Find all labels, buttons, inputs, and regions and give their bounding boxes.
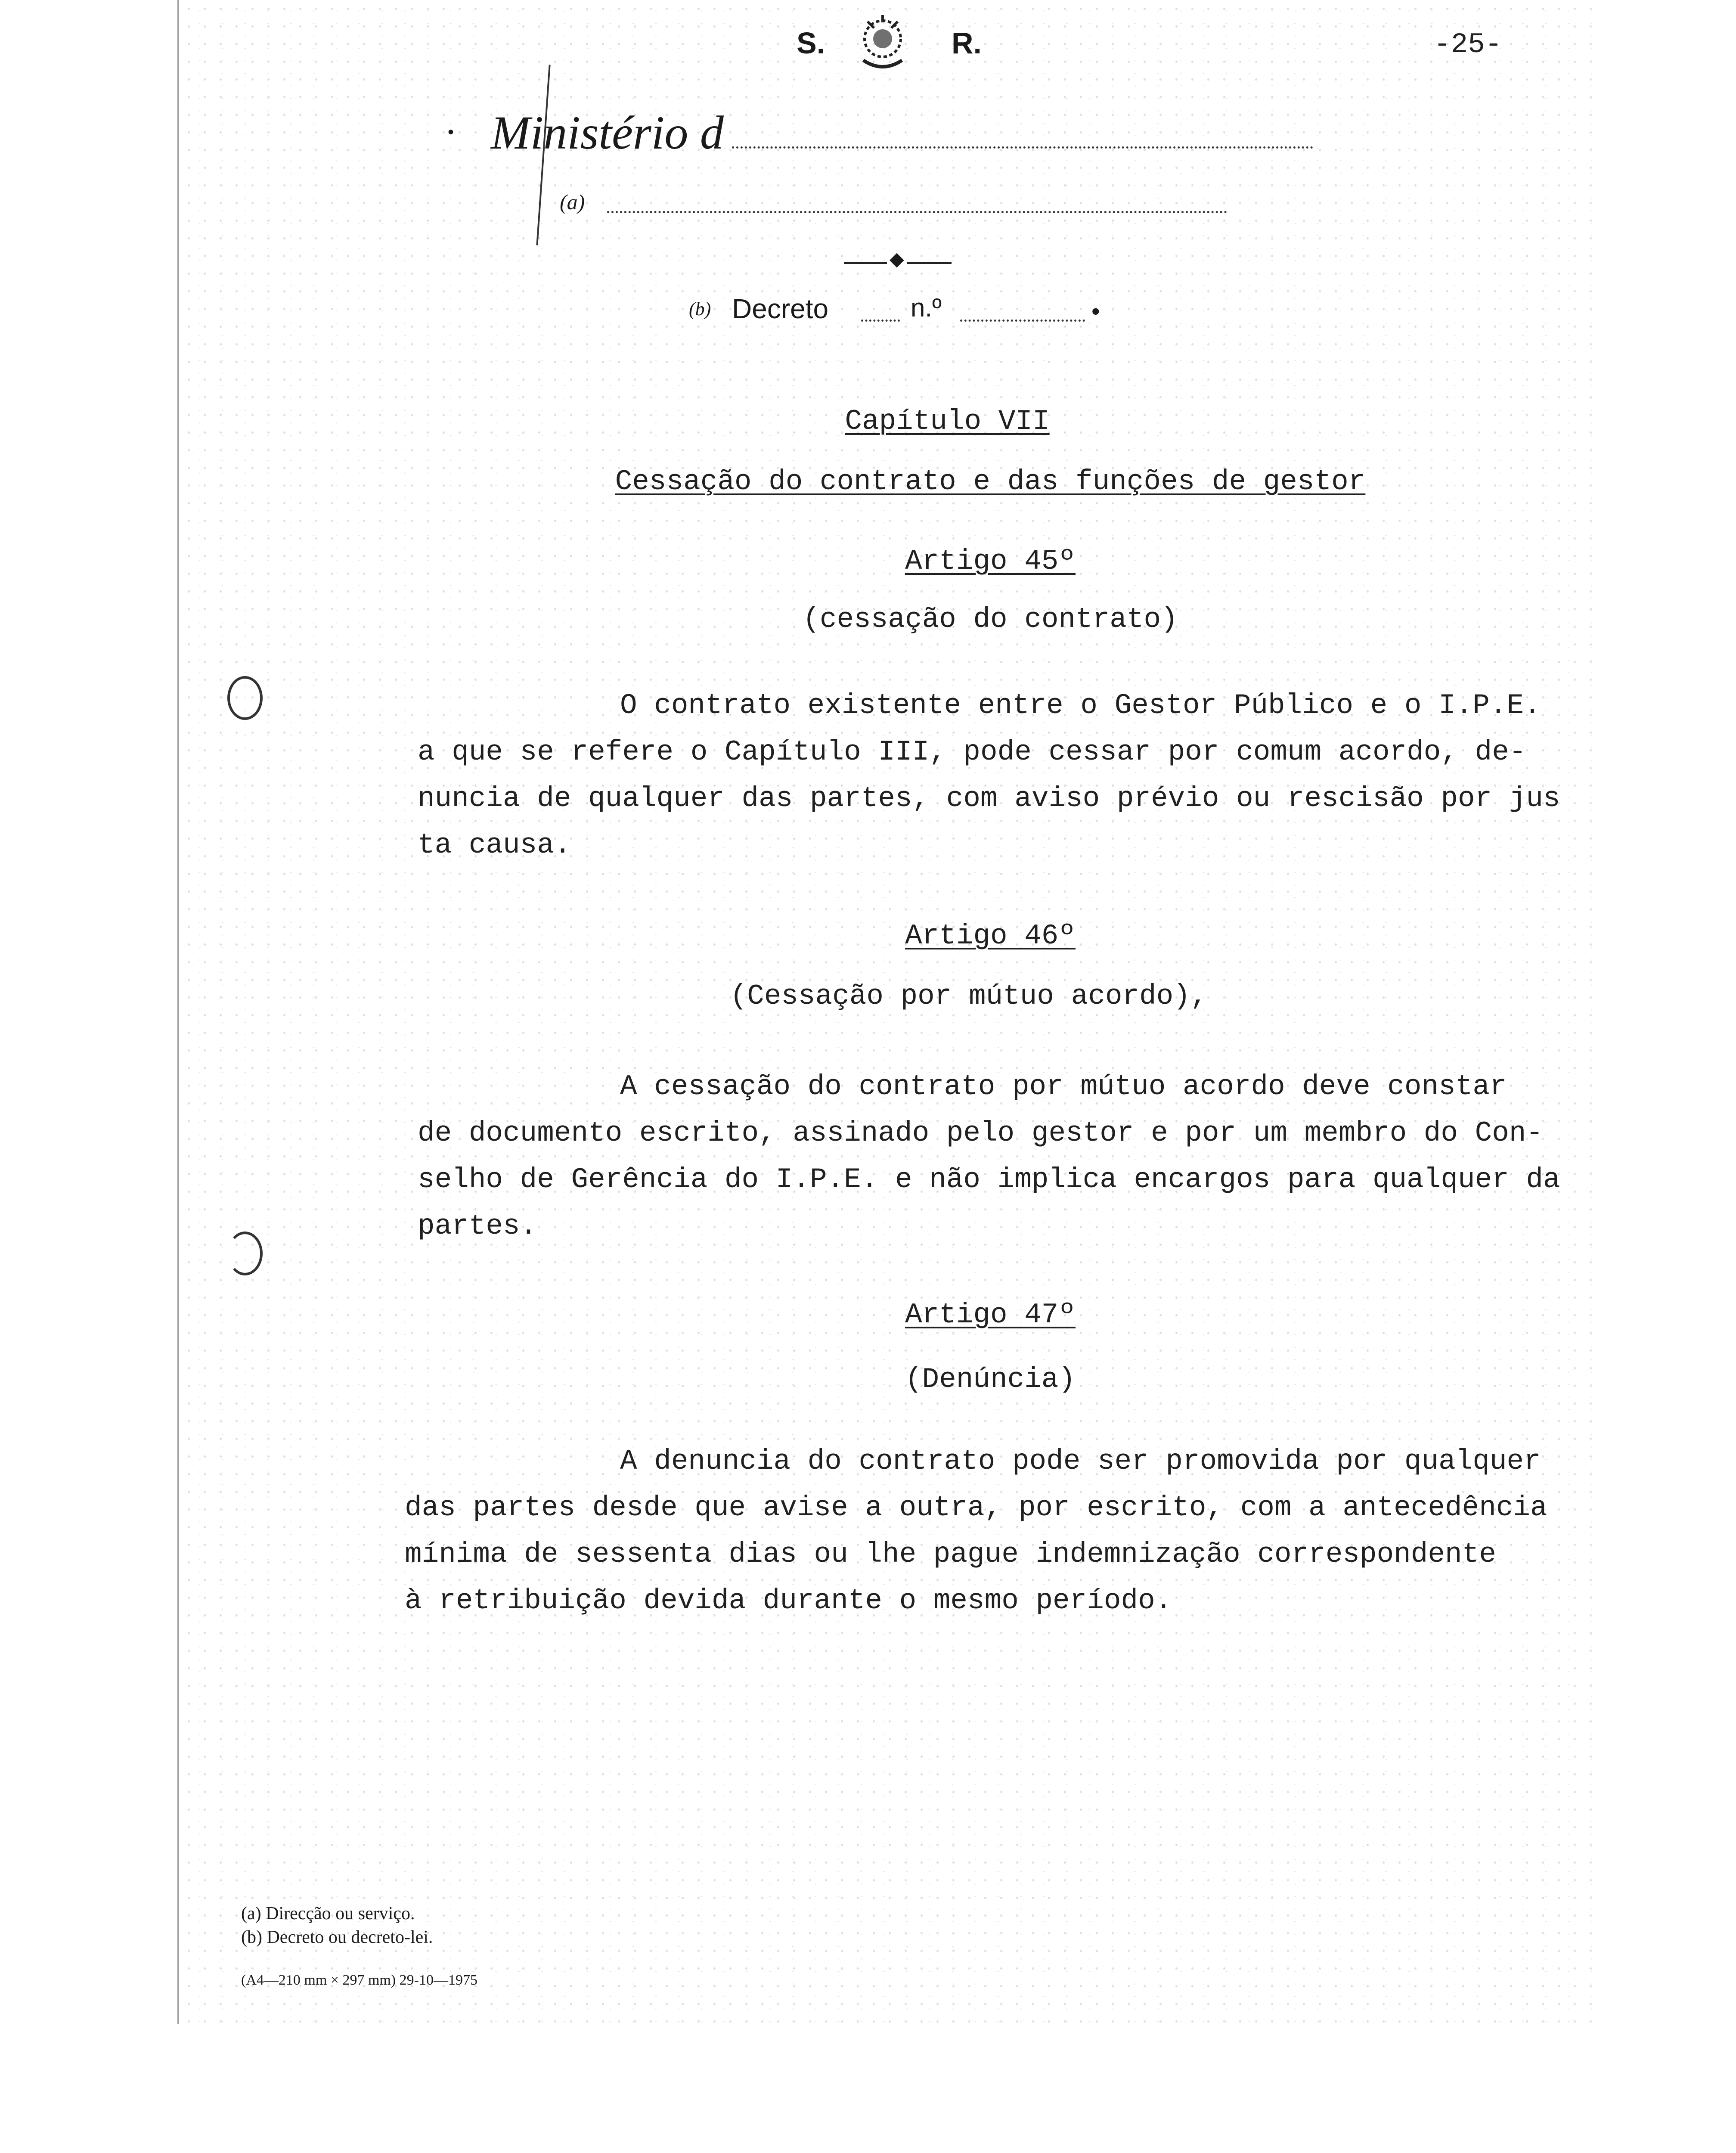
paragraph-line: A denuncia do contrato pode ser promovida por qualquer	[620, 1445, 1541, 1477]
chapter-subtitle-text: Cessação do contrato e das funções de gestor	[615, 465, 1366, 498]
article-title	[732, 538, 1249, 585]
article-47-body	[405, 1438, 1636, 1624]
paragraph-line: ta causa.	[418, 829, 571, 861]
article-subtitle	[581, 973, 1356, 1020]
printer-mark: (A4—210 mm × 297 mm) 29-10—1975	[241, 1972, 477, 1988]
chapter-title-text: Capítulo VII	[845, 405, 1050, 437]
decree-end-dot: •	[1091, 298, 1100, 325]
bullet-dot: •	[448, 123, 454, 142]
decree-number-label: n.º	[911, 293, 942, 322]
footnote-a: (a) Direcção ou serviço.	[241, 1904, 415, 1923]
separator-rule	[844, 248, 952, 272]
article-title	[732, 913, 1249, 959]
decree-label: Decreto	[732, 293, 829, 324]
article-45-subtitle: (cessação do contrato)	[803, 603, 1178, 636]
ministry-fill-line	[732, 146, 1313, 149]
seal-right-letter: R.	[952, 26, 982, 60]
decree-fill-2	[960, 320, 1085, 322]
paragraph-line: nuncia de qualquer das partes, com aviso prévio ou rescisão por jus	[418, 782, 1560, 815]
ministry-line	[448, 105, 1309, 157]
chapter-title	[603, 398, 1292, 445]
separator-diamond-icon: ◆	[887, 248, 907, 270]
page-number: -25-	[1434, 28, 1502, 61]
paragraph-line: das partes desde que avise a outra, por escrito, com a antecedência	[405, 1492, 1547, 1524]
seal-left-letter: S.	[797, 26, 825, 60]
article-46-subtitle: (Cessação por mútuo acordo),	[730, 980, 1208, 1012]
page-edge-line	[177, 0, 179, 2024]
paragraph-line: selho de Gerência do I.P.E. e não implica encargos para qualquer da	[418, 1163, 1560, 1196]
paragraph-line: a que se refere o Capítulo III, pode cessar por comum acordo, de-	[418, 736, 1526, 768]
article-subtitle	[646, 1356, 1335, 1403]
field-a-line	[560, 189, 1231, 228]
paragraph-line: de documento escrito, assinado pelo gestor e por um membro do Con-	[418, 1117, 1544, 1149]
field-a-fill-line	[607, 211, 1227, 213]
article-title	[732, 1292, 1249, 1338]
article-45-body	[418, 683, 1623, 869]
paragraph-line: partes.	[418, 1210, 537, 1242]
article-47-subtitle: (Denúncia)	[905, 1363, 1076, 1396]
chapter-subtitle	[517, 459, 1464, 505]
binding-hole-bottom	[227, 1232, 263, 1275]
footnote-b: (b) Decreto ou decreto-lei.	[241, 1927, 433, 1947]
field-a-marker: (a)	[560, 190, 585, 214]
article-46-title: Artigo 46º	[905, 920, 1076, 952]
article-47-title: Artigo 47º	[905, 1299, 1076, 1331]
paragraph-line: à retribuição devida durante o mesmo período.	[405, 1585, 1172, 1617]
decree-marker: (b)	[689, 298, 711, 320]
paragraph-line: O contrato existente entre o Gestor Público e o I.P.E.	[620, 689, 1541, 722]
article-46-body	[418, 1064, 1623, 1250]
decree-line	[689, 293, 1119, 332]
article-45-title: Artigo 45º	[905, 545, 1076, 577]
paragraph-line: mínima de sessenta dias ou lhe pague indemnização correspondente	[405, 1538, 1496, 1570]
coat-of-arms-icon	[855, 13, 911, 73]
article-subtitle	[646, 596, 1335, 643]
binding-hole-top	[227, 676, 263, 720]
decree-fill-1	[861, 320, 900, 322]
paragraph-line: A cessação do contrato por mútuo acordo deve constar	[620, 1070, 1507, 1103]
ministry-label: Ministério d	[491, 106, 724, 159]
